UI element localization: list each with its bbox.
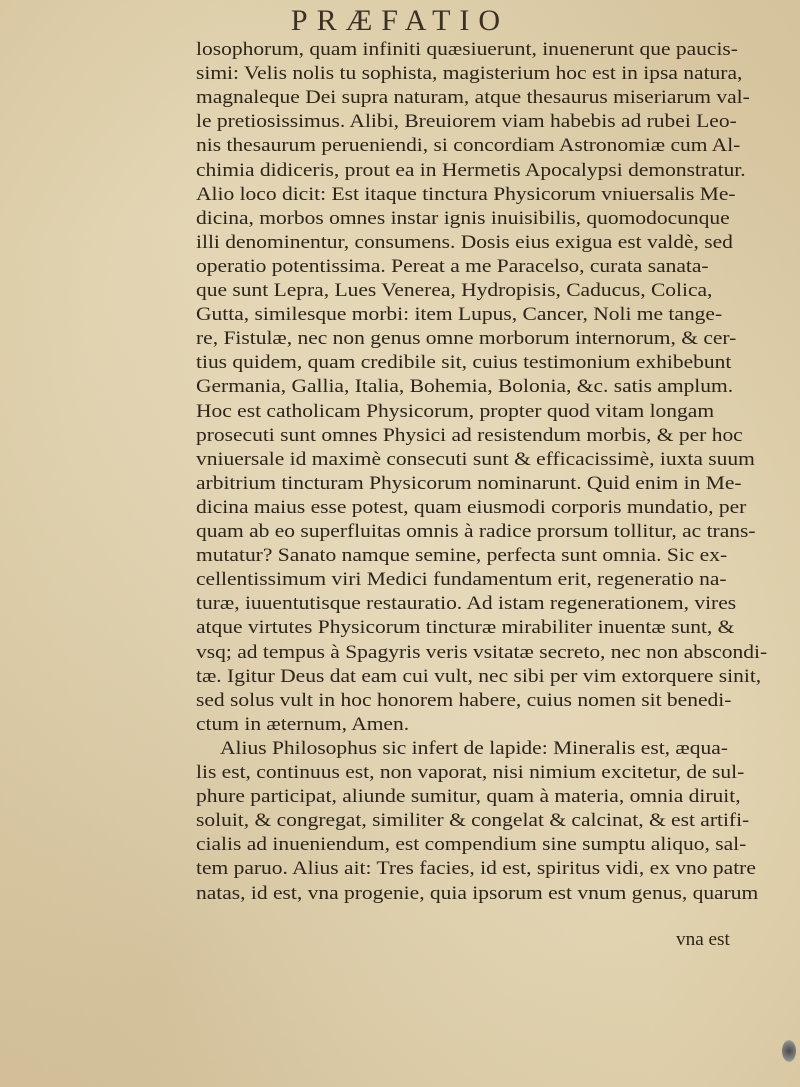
text-line: magnaleque Dei supra naturam, atque thesaurus miseriarum val- [196,87,750,109]
text-line: Gutta, similesque morbi: item Lupus, Cancer, Noli me tange- [196,304,723,326]
catchword: vna est [676,929,730,950]
text-line: operatio potentissima. Pereat a me Paracelso, curata sanata- [196,255,709,277]
text-line: tius quidem, quam credibile sit, cuius testimonium exhibebunt [196,352,732,374]
text-line: dicina maius esse potest, quam eiusmodi corporis mundatio, per [196,496,747,518]
text-line: lis est, continuus est, non vaporat, nisi nimium excitetur, de sul- [196,762,745,783]
text-line: turæ, iuuentutisque restauratio. Ad istam regenerationem, vires [196,593,737,615]
text-line: losophorum, quam infiniti quæsiuerunt, inuenerunt que paucis- [196,39,738,60]
text-line: quam ab eo superfluitas omnis à radice prorsum tollitur, ac trans- [196,521,756,542]
text-line: prosecuti sunt omnes Physici ad resistendum morbis, & per hoc [196,424,743,446]
text-line: que sunt Lepra, Lues Venerea, Hydropisis, Caducus, Colica, [196,280,713,301]
text-line: nis thesaurum perueniendi, si concordiam Astronomiæ cum Al- [196,135,741,157]
text-line: Alius Philosophus sic infert de lapide: Mineralis est, æqua- [220,737,728,759]
text-line: vniuersale id maximè consecuti sunt & efficacissimè, iuxta suum [196,448,755,470]
text-line: vsq; ad tempus à Spagyris veris vsitatæ secreto, nec non abscondi- [196,641,768,663]
text-line: re, Fistulæ, nec non genus omne morborum internorum, & cer- [196,328,737,350]
text-line: Alio loco dicit: Est itaque tinctura Physicorum vniuersalis Me- [196,183,736,205]
text-line: dicina, morbos omnes instar ignis inuisibilis, quomodocunque [196,207,730,229]
text-line: simi: Velis nolis tu sophista, magisterium hoc est in ipsa natura, [196,63,743,85]
text-line: chimia didiceris, prout ea in Hermetis Apocalypsi demonstratur. [196,159,746,181]
running-head: PRÆFATIO [290,4,510,37]
text-line: mutatur? Sanato namque semine, perfecta sunt omnia. Sic ex- [196,545,728,567]
text-line: natas, id est, vna progenie, quia ipsorum est vnum genus, quarum [196,882,759,904]
text-line: tem paruo. Alius ait: Tres facies, id est, spiritus vidi, ex vno patre [196,858,756,880]
text-line: sed solus vult in hoc honorem habere, cuius nomen sit benedi- [196,689,732,711]
text-line: arbitrium tincturam Physicorum nominarunt. Quid enim in Me- [196,472,742,494]
text-line: cialis ad inueniendum, est compendium sine sumptu aliquo, sal- [196,834,747,856]
text-line: tæ. Igitur Deus dat eam cui vult, nec sibi per vim extorquere sinit, [196,665,762,687]
text-line: ctum in æternum, Amen. [196,713,410,735]
text-line: le pretiosissimus. Alibi, Breuiorem viam habebis ad rubei Leo- [196,111,737,133]
text-line: cellentissimum viri Medici fundamentum erit, regeneratio na- [196,569,727,591]
text-line: phure participat, aliunde sumitur, quam à materia, omnia diruit, [196,786,741,808]
text-line: atque virtutes Physicorum tincturæ mirabiliter inuentæ sunt, & [196,617,735,639]
text-line: illi denominentur, consumens. Dosis eius exigua est valdè, sed [196,231,733,253]
text-line: Hoc est catholicam Physicorum, propter quod vitam longam [196,400,715,422]
text-line: soluit, & congregat, similiter & congelat & calcinat, & est artifi- [196,810,750,832]
text-line: Germania, Gallia, Italia, Bohemia, Bolonia, &c. satis amplum. [196,376,734,398]
page-hole-mark [782,1040,796,1062]
